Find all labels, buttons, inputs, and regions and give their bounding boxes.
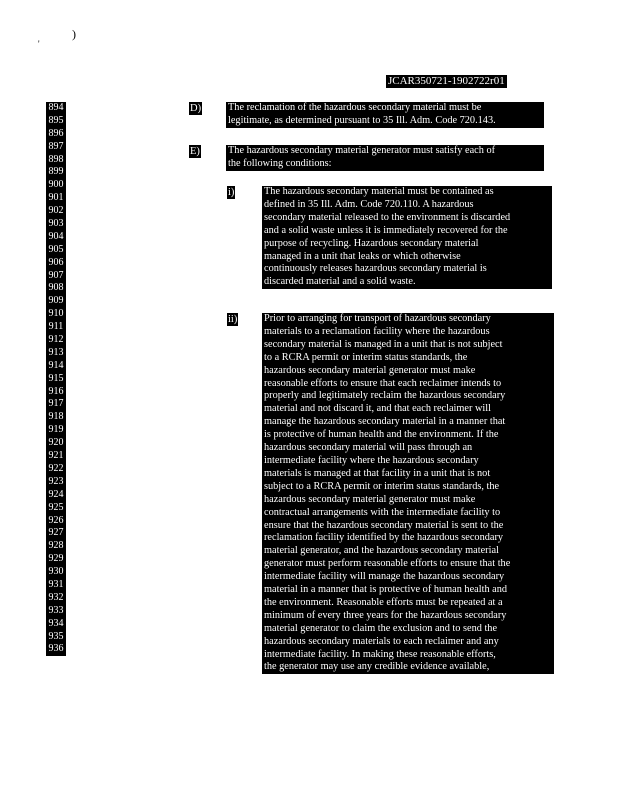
- text-line: ensure that the hazardous secondary material is sent to the: [264, 519, 504, 531]
- text-line: The hazardous secondary material must be contained as: [264, 186, 494, 197]
- line-number: 906: [46, 257, 66, 270]
- text-line: material generator to claim the exclusion and to send the: [264, 622, 498, 634]
- text-line: Prior to arranging for transport of hazardous secondary: [264, 313, 491, 324]
- text-line: discarded material and a solid waste.: [264, 276, 416, 288]
- paragraph-d-text: [226, 102, 544, 128]
- line-number: 933: [46, 605, 66, 618]
- text-line: legitimate, as determined pursuant to 35 Ill. Adm. Code 720.143.: [228, 114, 496, 126]
- line-number: 932: [46, 592, 66, 605]
- line-number: 927: [46, 527, 66, 540]
- line-number: 917: [46, 398, 66, 411]
- text-line: purpose of recycling. Hazardous secondary material: [264, 237, 479, 249]
- line-number: 895: [46, 115, 66, 128]
- line-number: 911: [46, 321, 66, 334]
- text-line: secondary material released to the environment is discarded: [264, 211, 511, 223]
- paragraph-d-label: D): [190, 103, 202, 114]
- line-number: 910: [46, 308, 66, 321]
- text-line: managed in a unit that leaks or which otherwise: [264, 250, 461, 262]
- subparagraph-ii-text: [262, 313, 554, 674]
- line-number: 894: [46, 102, 66, 115]
- text-line: minimum of every three years for the hazardous secondary: [264, 609, 507, 621]
- text-line: the generator may use any credible evidence available,: [264, 661, 490, 673]
- scan-speck: ': [38, 39, 40, 49]
- subparagraph-i-label: i): [228, 187, 235, 198]
- line-number: 905: [46, 244, 66, 257]
- text-line: secondary material is managed in a unit that is not subject: [264, 338, 503, 350]
- text-line: to a RCRA permit or interim status standards, the: [264, 351, 468, 363]
- subparagraph-i-text: [262, 186, 552, 289]
- text-line: reclamation facility identified by the hazardous secondary: [264, 532, 504, 544]
- line-number: 926: [46, 515, 66, 528]
- text-line: intermediate facility where the hazardous secondary: [264, 454, 479, 466]
- line-number: 908: [46, 282, 66, 295]
- line-number: 934: [46, 618, 66, 631]
- text-line: and a solid waste unless it is immediately recovered for the: [264, 224, 508, 236]
- line-number: 916: [46, 386, 66, 399]
- paragraph-e-label: E): [190, 146, 200, 157]
- text-line: the following conditions:: [228, 157, 332, 169]
- line-number: 936: [46, 643, 66, 656]
- text-line: material in a manner that is protective of human health and: [264, 584, 508, 596]
- line-number-column: [46, 102, 66, 656]
- line-number: 901: [46, 192, 66, 205]
- text-line: materials is managed at that facility in a unit that is not: [264, 467, 491, 479]
- line-number: 909: [46, 295, 66, 308]
- line-number: 900: [46, 179, 66, 192]
- line-number: 897: [46, 141, 66, 154]
- text-line: materials to a reclamation facility where the hazardous: [264, 325, 490, 337]
- text-line: intermediate facility. In making these reasonable efforts,: [264, 648, 496, 660]
- text-line: is protective of human health and the environment. If the: [264, 429, 499, 441]
- line-number: 921: [46, 450, 66, 463]
- line-number: 899: [46, 166, 66, 179]
- line-number: 896: [46, 128, 66, 141]
- line-number: 918: [46, 411, 66, 424]
- line-number: 923: [46, 476, 66, 489]
- text-line: properly and legitimately reclaim the hazardous secondary: [264, 390, 506, 402]
- line-number: 922: [46, 463, 66, 476]
- line-number: 904: [46, 231, 66, 244]
- line-number: 920: [46, 437, 66, 450]
- line-number: 935: [46, 631, 66, 644]
- line-number: 928: [46, 540, 66, 553]
- text-line: intermediate facility will manage the hazardous secondary: [264, 571, 505, 583]
- line-number: 915: [46, 373, 66, 386]
- line-number: 902: [46, 205, 66, 218]
- line-number: 907: [46, 270, 66, 283]
- text-line: continuously releases hazardous secondary material is: [264, 263, 487, 275]
- line-number: 925: [46, 502, 66, 515]
- line-number: 912: [46, 334, 66, 347]
- text-line: hazardous secondary material generator must make: [264, 364, 476, 376]
- text-line: contractual arrangements with the intermediate facility to: [264, 506, 501, 518]
- text-line: the environment. Reasonable efforts must be repeated at a: [264, 596, 503, 608]
- text-line: material and not discard it, and that each reclaimer will: [264, 403, 492, 415]
- line-number: 930: [46, 566, 66, 579]
- text-line: subject to a RCRA permit or interim status standards, the: [264, 480, 500, 492]
- document-id: JCAR350721-1902722r01: [388, 75, 505, 87]
- text-line: The reclamation of the hazardous secondary material must be: [228, 102, 482, 113]
- line-number: 914: [46, 360, 66, 373]
- text-line: The hazardous secondary material generator must satisfy each of: [228, 145, 496, 156]
- text-line: hazardous secondary material will pass through an: [264, 442, 473, 454]
- paragraph-e-text: [226, 145, 544, 171]
- subparagraph-ii-label: ii): [228, 314, 238, 325]
- text-line: generator must perform reasonable efforts to ensure that the: [264, 558, 511, 570]
- line-number: 931: [46, 579, 66, 592]
- text-line: manage the hazardous secondary material in a manner that: [264, 416, 506, 428]
- text-line: hazardous secondary material generator must make: [264, 493, 476, 505]
- line-number: 898: [46, 154, 66, 167]
- line-number: 929: [46, 553, 66, 566]
- line-number: 903: [46, 218, 66, 231]
- text-line: reasonable efforts to ensure that each reclaimer intends to: [264, 377, 502, 389]
- text-line: hazardous secondary materials to each reclaimer and any: [264, 635, 499, 647]
- text-line: defined in 35 Ill. Adm. Code 720.110. A hazardous: [264, 198, 474, 210]
- line-number: 924: [46, 489, 66, 502]
- scan-paren-mark: ): [72, 27, 76, 41]
- text-line: material generator, and the hazardous secondary material: [264, 545, 499, 557]
- line-number: 919: [46, 424, 66, 437]
- line-number: 913: [46, 347, 66, 360]
